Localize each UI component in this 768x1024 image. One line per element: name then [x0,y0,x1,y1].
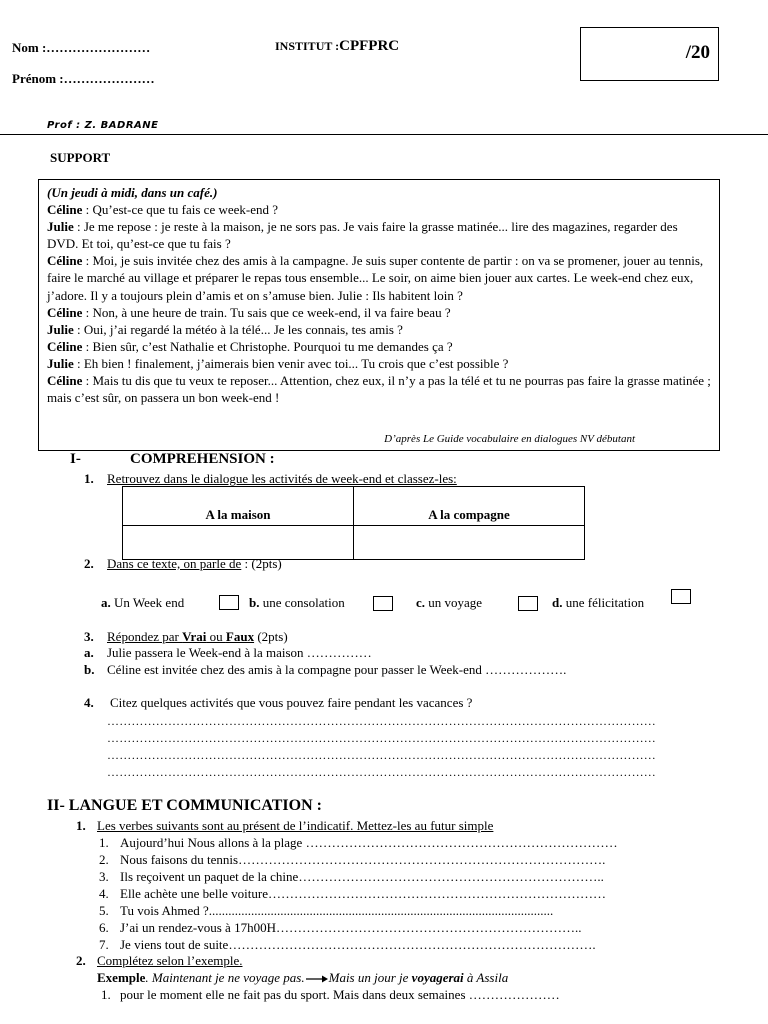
answer-cell-compagne[interactable] [354,526,585,560]
verb-item-num: 3. [99,869,109,884]
classification-table [122,486,585,560]
verb-item[interactable]: Je viens tout de suite…………………………………………………………………………. [120,937,596,952]
answer-line[interactable]: ……………………………………………………………………………………………………………………… [107,748,656,762]
score-box [580,27,719,81]
table-header-maison: A la maison [123,487,354,526]
verb-item-num: 4. [99,886,109,901]
support-title: SUPPORT [50,150,111,165]
langue-q1-text: Les verbes suivants sont au présent de l’indicatif. Mettez-les au futur simple [97,818,494,833]
checkbox-a[interactable] [219,595,239,610]
answer-cell-maison[interactable] [123,526,354,560]
verb-item-num: 5. [99,903,109,918]
dialogue-line: Céline : Moi, je suis invitée chez des amis à la campagne. Je suis super contente de partir : on va se promener, jouer au tennis, faire le marché au village et préparer le repas tous ensemble... Le soir, on aime bien jouer aux cartes. Le week-end chez eux, j’adore. Il y a toujours plein d’amis et on s’amuse bien. Julie : Ils habitent loin ? [47,253,704,303]
verb-item-num: 7. [99,937,109,952]
complete-item[interactable]: pour le moment elle ne fait pas du sport. Mais dans deux semaines ………………… [120,987,560,1002]
q2-option-c: c. un voyage [416,595,483,610]
q2-number: 2. [84,556,94,571]
verb-item[interactable]: Nous faisons du tennis…………………………………………………………………………. [120,852,606,867]
langue-q2-text: Complétez selon l’exemple. [97,953,243,968]
q4-number: 4. [84,695,94,710]
section-comprehension-num: I- [70,451,81,467]
answer-line[interactable]: ……………………………………………………………………………………………………………………… [107,731,656,745]
q3-b-letter: b. [84,662,95,677]
q2-option-d: d. une félicitation [552,595,645,610]
prof-name: Prof : Z. BADRANE [47,120,159,131]
q1-text: Retrouvez dans le dialogue les activités de week-end et classez-les: [107,471,457,486]
q3-a-text: Julie passera le Week-end à la maison …………… [107,645,372,660]
q3-text: Répondez par Vrai ou Faux (2pts) [107,629,288,644]
example-line: Exemple. Maintenant je ne voyage pas. Mais un jour je voyagerai à Assila [97,970,508,987]
verb-item[interactable]: Aujourd’hui Nous allons à la plage ……………………………………………………………… [120,835,618,850]
dialogue-line: Céline : Qu’est-ce que tu fais ce week-end ? [47,202,279,218]
section-langue-title: II- LANGUE ET COMMUNICATION : [47,797,322,814]
q2-text: Dans ce texte, on parle de : (2pts) [107,556,282,571]
dialogue-line: Julie : Oui, j’ai regardé la météo à la télé... Je les connais, tes amis ? [47,321,403,337]
checkbox-c[interactable] [518,596,538,611]
dialogue-line: Céline : Non, à une heure de train. Tu sais que ce week-end, il va faire beau ? [47,304,451,320]
q3-a-letter: a. [84,645,94,660]
complete-item-num: 1. [101,987,111,1002]
dialogue-line: Julie : Eh bien ! finalement, j’aimerais bien venir avec toi... Tu crois que c’est possible ? [47,355,509,371]
institut [275,38,399,55]
verb-item[interactable]: Tu vois Ahmed ?.......................................................................................................... [120,903,554,918]
dialogue-line: (Un jeudi à midi, dans un café.) [47,185,218,200]
verb-item-num: 6. [99,920,109,935]
dialogue-line: Céline : Bien sûr, c’est Nathalie et Christophe. Pourquoi tu me demandes ça ? [47,338,453,354]
section-comprehension-title: COMPREHENSION : [130,451,275,467]
verb-item-num: 2. [99,852,109,867]
q2-option-a: a. Un Week end [101,595,185,610]
q2-option-b: b. une consolation [249,595,345,610]
nom-field: Nom :…………………… [12,40,151,55]
q3-number: 3. [84,629,94,644]
verb-item[interactable]: Elle achète une belle voiture…………………………………………………………………… [120,886,606,901]
q4-text: Citez quelques activités que vous pouvez faire pendant les vacances ? [110,695,473,710]
answer-line[interactable]: ……………………………………………………………………………………………………………………… [107,714,656,728]
verb-item[interactable]: Ils reçoivent un paquet de la chine…………………………………………………………….. [120,869,604,884]
q3-b-text: Céline est invitée chez des amis à la compagne pour passer le Week-end ………………. [107,662,567,677]
verb-item-num: 1. [99,835,109,850]
dialogue-line: Céline : Mais tu dis que tu veux te reposer... Attention, chez eux, il n’y a pas la télé et tu ne pourras pas faire la grasse matinée ; mais c’est sûr, on passera un bon week-end ! [47,373,711,406]
langue-q1-number: 1. [76,818,86,833]
checkbox-b[interactable] [373,596,393,611]
divider [0,134,768,135]
arrow-icon [306,971,328,987]
answer-line[interactable]: ……………………………………………………………………………………………………………………… [107,765,656,779]
support-dialogue [38,179,720,451]
source-citation: D’après Le Guide vocabulaire en dialogues NV débutant [384,432,635,445]
langue-q2-number: 2. [76,953,86,968]
prenom-field: Prénom :………………… [12,71,155,86]
checkbox-d[interactable] [671,589,691,604]
q1-number: 1. [84,471,94,486]
institut-label: INSTITUT : [275,39,340,53]
table-header-compagne: A la compagne [354,487,585,526]
score: /20 [685,42,710,63]
verb-item[interactable]: J’ai un rendez-vous à 17h00H…………………………………………………………….. [120,920,582,935]
institut-name: CPFPRC [339,38,400,54]
dialogue-line: Julie : Je me repose : je reste à la maison, je ne sors pas. Je vais faire la grasse matinée... lire des magazines, regarder des DVD. Et toi, qu’est-ce que tu fais ? [47,219,678,252]
